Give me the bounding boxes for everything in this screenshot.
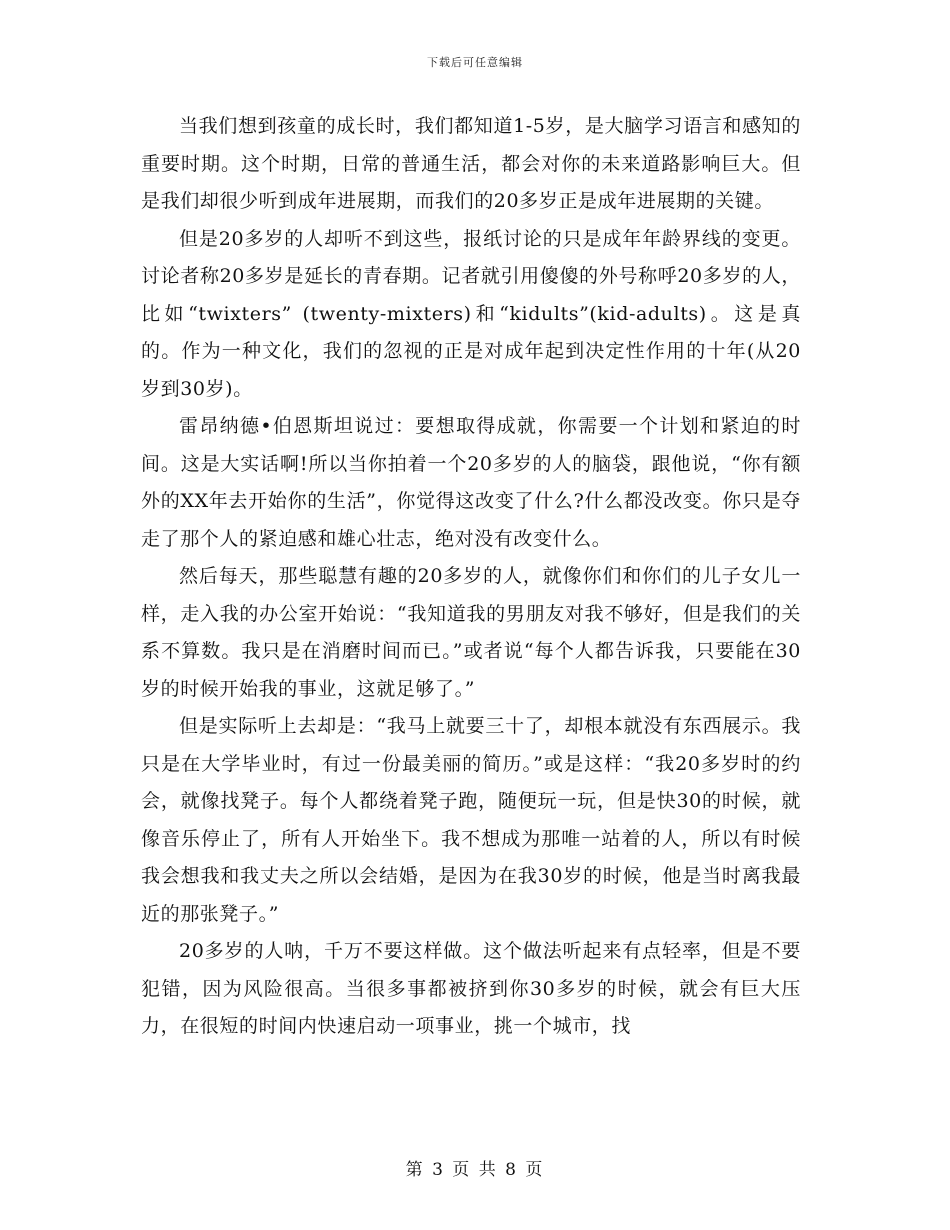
paragraph-2: 但是20多岁的人却听不到这些，报纸讨论的只是成年年龄界线的变更。讨论者称20多岁是延长的青春期。记者就引用傻傻的外号称呼20多岁的人，比如“twixters” (twenty-mixters)和“kidults”(kid-adults)。这是真的。作为一种文化，我们的忽视的正是对成年起到决定性作用的十年(从20岁到30岁)。	[141, 227, 801, 400]
paragraph-4: 然后每天，那些聪慧有趣的20多岁的人，就像你们和你们的儿子女儿一样，走入我的办公室开始说：“我知道我的男朋友对我不够好，但是我们的关系不算数。我只是在消磨时间而已。”或者说“每个人都告诉我，只要能在30岁的时候开始我的事业，这就足够了。”	[141, 565, 801, 700]
paragraph-3: 雷昂纳德•伯恩斯坦说过：要想取得成就，你需要一个计划和紧迫的时间。这是大实话啊!所以当你拍着一个20多岁的人的脑袋，跟他说，“你有额外的XX年去开始你的生活”，你觉得这改变了什么?什么都没改变。你只是夺走了那个人的紧迫感和雄心壮志，绝对没有改变什么。	[141, 415, 801, 550]
page-header: 下载后可任意编辑	[427, 56, 523, 69]
document-body	[141, 108, 801, 1046]
paragraph-5: 但是实际听上去却是：“我马上就要三十了，却根本就没有东西展示。我只是在大学毕业时，有过一份最美丽的简历。”或是这样：“我20多岁时的约会，就像找凳子。每个人都绕着凳子跑，随便玩一玩，但是快30的时候，就像音乐停止了，所有人开始坐下。我不想成为那唯一站着的人，所以有时候我会想我和我丈夫之所以会结婚，是因为在我30岁的时候，他是当时离我最近的那张凳子。”	[141, 715, 801, 925]
page-number-footer: 第 3 页 共 8 页	[405, 1160, 545, 1180]
paragraph-6: 20多岁的人呐，千万不要这样做。这个做法听起来有点轻率，但是不要犯错，因为风险很高。当很多事都被挤到你30多岁的时候，就会有巨大压力，在很短的时间内快速启动一项事业，挑一个城市，找	[141, 940, 801, 1037]
paragraph-1: 当我们想到孩童的成长时，我们都知道1-5岁，是大脑学习语言和感知的重要时期。这个时期，日常的普通生活，都会对你的未来道路影响巨大。但是我们却很少听到成年进展期，而我们的20多岁正是成年进展期的关键。	[141, 115, 801, 212]
